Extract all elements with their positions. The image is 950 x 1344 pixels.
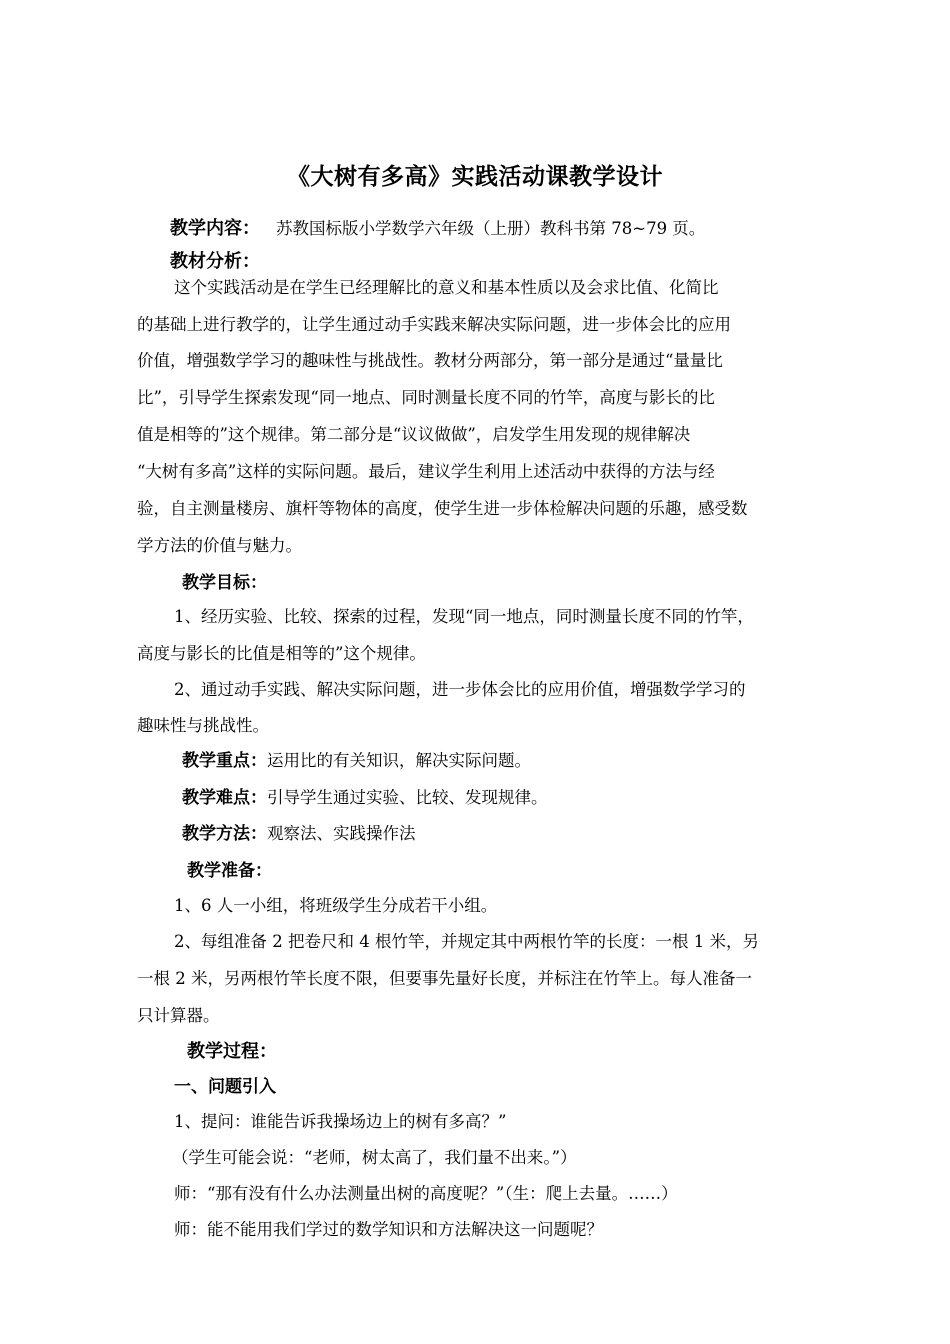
preparation-label: 教学准备： — [187, 861, 272, 881]
objectives-label: 教学目标： — [182, 573, 267, 593]
method-label: 教学方法： — [182, 824, 267, 844]
analysis-line: 值是相等的”这个规律。第二部分是“议议做做”，启发学生用发现的规律解决 — [137, 425, 691, 444]
process-section-heading: 一、问题引入 — [174, 1077, 276, 1097]
objective-line: 1、经历实验、比较、探索的过程，发现“同一地点，同时测量长度不同的竹竿， — [174, 607, 754, 626]
analysis-line: 价值，增强数学学习的趣味性与挑战性。教材分两部分，第一部分是通过“量量比 — [137, 351, 723, 370]
key-point-row — [182, 750, 531, 772]
analysis-line: 学方法的价值与魅力。 — [137, 536, 302, 555]
process-line: 师：“那有没有什么办法测量出树的高度呢？”（生：爬上去量。……） — [174, 1184, 678, 1203]
analysis-line: “大树有多高”这样的实际问题。最后，建议学生利用上述活动中获得的方法与经 — [137, 462, 715, 481]
key-point-label: 教学重点： — [182, 751, 267, 771]
objective-line: 趣味性与挑战性。 — [137, 716, 269, 735]
difficulty-row — [182, 787, 548, 809]
analysis-label: 教材分析： — [170, 251, 260, 272]
content-label: 教学内容： — [170, 218, 260, 239]
method-text: 观察法、实践操作法 — [267, 824, 416, 843]
process-line: 师：能不能用我们学过的数学知识和方法解决这一问题呢？ — [174, 1220, 603, 1239]
content-text: 苏教国标版小学数学六年级（上册）教科书第 78~79 页。 — [276, 219, 706, 238]
preparation-line: 2、每组准备 2 把卷尺和 4 根竹竿，并规定其中两根竹竿的长度：一根 1 米，另 — [174, 932, 759, 951]
difficulty-label: 教学难点： — [182, 788, 267, 808]
method-row — [182, 823, 416, 845]
preparation-line: 只计算器。 — [137, 1006, 220, 1025]
process-label: 教学过程： — [187, 1041, 277, 1062]
process-line: （学生可能会说：“老师，树太高了，我们量不出来。”） — [172, 1148, 577, 1167]
analysis-line: 比”，引导学生探索发现“同一地点、同时测量长度不同的竹竿，高度与影长的比 — [137, 388, 715, 407]
content-row — [170, 218, 705, 240]
objective-line: 2、通过动手实践、解决实际问题，进一步体会比的应用价值，增强数学学习的 — [174, 680, 746, 699]
objective-line: 高度与影长的比值是相等的”这个规律。 — [137, 644, 426, 663]
page-title: 《大树有多高》实践活动课教学设计 — [287, 164, 663, 190]
difficulty-text: 引导学生通过实验、比较、发现规律。 — [267, 788, 548, 807]
process-line: 1、提问：谁能告诉我操场边上的树有多高？” — [174, 1112, 507, 1131]
analysis-line: 这个实践活动是在学生已经理解比的意义和基本性质以及会求比值、化简比 — [174, 278, 719, 297]
key-point-text: 运用比的有关知识，解决实际问题。 — [267, 751, 531, 770]
analysis-line: 的基础上进行教学的，让学生通过动手实践来解决实际问题，进一步体会比的应用 — [137, 315, 731, 334]
preparation-line: 一根 2 米，另两根竹竿长度不限，但要事先量好长度，并标注在竹竿上。每人准备一 — [137, 969, 752, 988]
analysis-line: 验，自主测量楼房、旗杆等物体的高度，使学生进一步体检解决问题的乐趣，感受数 — [137, 499, 748, 518]
preparation-line: 1、6 人一小组，将班级学生分成若干小组。 — [174, 896, 498, 915]
